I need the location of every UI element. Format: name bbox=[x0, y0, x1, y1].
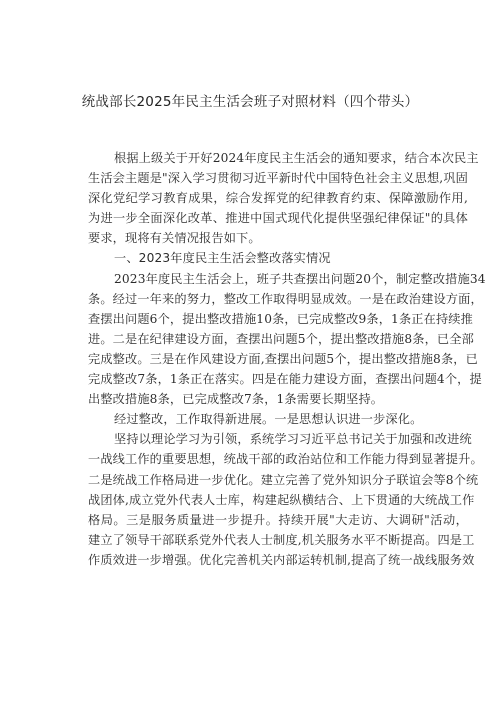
text-line: 坚持以理论学习为引领，系统学习习近平总书记关于加强和改进统 bbox=[114, 432, 472, 447]
text-line: 二是统战工作格局进一步优化。建立完善了党外知识分子联谊会等8个统 bbox=[88, 472, 479, 487]
text-line: 完成整改。三是在作风建设方面,查摆出问题5个，提出整改措施8条，已 bbox=[88, 351, 478, 366]
text-line: 生活会主题是"深入学习贯彻习近平新时代中国特色社会主义思想,巩固 bbox=[88, 171, 468, 186]
text-line: 条。经过一年来的努力，整改工作取得明显成效。一是在政治建设方面， bbox=[88, 291, 483, 306]
document-body bbox=[88, 148, 486, 570]
text-line: 战团体,成立党外代表人士库，构建起纵横结合、上下贯通的大统战工作 bbox=[88, 492, 475, 507]
document-title: 统战部长2025年民主生活会班子对照材料（四个带头） bbox=[81, 94, 419, 110]
text-line: 作质效进一步增强。优化完善机关内部运转机制,提高了统一战线服务效 bbox=[88, 552, 475, 567]
text-line: 根据上级关于开好2024年度民主生活会的通知要求，结合本次民主 bbox=[114, 151, 479, 165]
text-line: 一战线工作的重要思想，统战干部的政治站位和工作能力得到显著提升。 bbox=[88, 452, 483, 467]
text-line: 进。二是在纪律建设方面，查摆出问题5个，提出整改措施8条，已全部 bbox=[88, 331, 474, 346]
text-line: 深化党纪学习教育成果，综合发挥党的纪律教育约束、保障激励作用, bbox=[88, 191, 468, 206]
text-line: 完成整改7条，1条正在落实。四是在能力建设方面，查摆出问题4个，提 bbox=[88, 372, 482, 387]
text-line: 2023年度民主生活会上，班子共查摆出问题20个，制定整改措施34 bbox=[114, 271, 486, 286]
text-line: 经过整改，工作取得新进展。一是思想认识进一步深化。 bbox=[114, 412, 423, 427]
text-line: 建立了领导干部联系党外代表人士制度,机关服务水平不断提高。四是工 bbox=[88, 532, 475, 547]
text-line: 格局。三是服务质量进一步提升。持续开展"大走访、大调研"活动， bbox=[88, 512, 468, 527]
text-line: 为进一步全面深化改革、推进中国式现代化提供坚强纪律保证"的具体 bbox=[88, 211, 468, 226]
section-heading: 一、2023年度民主生活会整改落实情况 bbox=[114, 251, 331, 266]
text-line: 要求，现将有关情况报告如下。 bbox=[88, 231, 261, 246]
text-line: 出整改措施8条，已完成整改7条，1条需要长期坚持。 bbox=[88, 392, 384, 407]
text-line: 查摆出问题6个，提出整改措施10条，已完成整改9条，1条正在持续推 bbox=[88, 311, 473, 326]
